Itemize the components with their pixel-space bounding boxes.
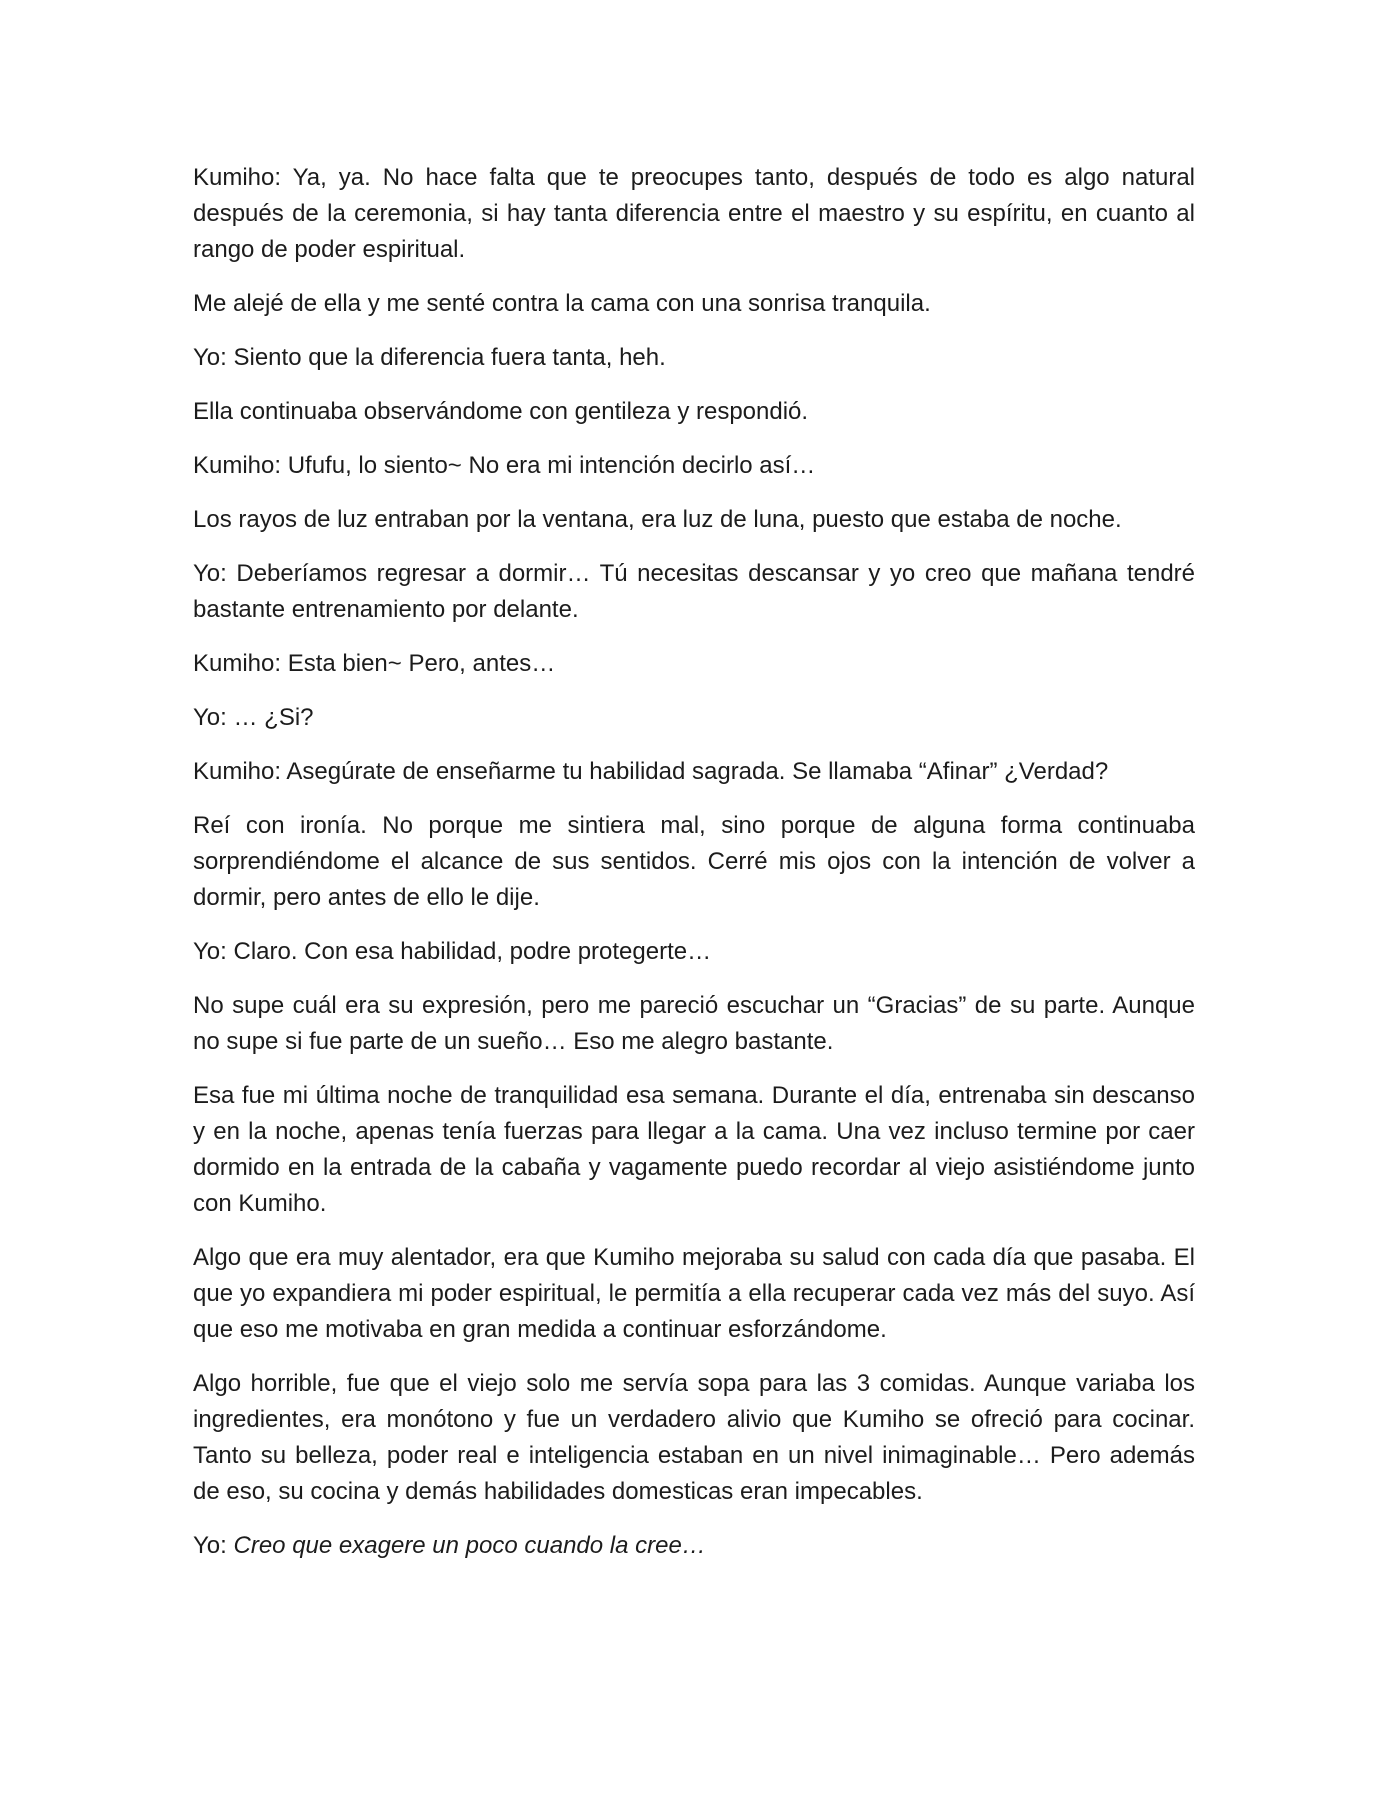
paragraph-5: Kumiho: Ufufu, lo siento~ No era mi intención decirlo así… (193, 452, 816, 479)
paragraph-1: Kumiho: Ya, ya. No hace falta que te preocupes tanto, después de todo es algo natural después de la ceremonia, si hay tanta diferencia entre el maestro y su espíritu, en cuanto al rango de poder espiritual. (193, 164, 1195, 263)
paragraph-9: Yo: … ¿Si? (193, 704, 314, 731)
speaker-label: Yo: (193, 1532, 234, 1559)
paragraph-6: Los rayos de luz entraban por la ventana, era luz de luna, puesto que estaba de noche. (193, 506, 1122, 533)
paragraph-11: Reí con ironía. No porque me sintiera mal, sino porque de alguna forma continuaba sorprendiéndome el alcance de sus sentidos. Cerré mis ojos con la intención de volver a dormir, pero antes de ello le dije. (193, 812, 1195, 911)
paragraph-8: Kumiho: Esta bien~ Pero, antes… (193, 650, 556, 677)
paragraph-14: Esa fue mi última noche de tranquilidad esa semana. Durante el día, entrenaba sin descanso y en la noche, apenas tenía fuerzas para llegar a la cama. Una vez incluso termine por caer dormido en la entrada de la cabaña y vagamente puedo recordar al viejo asistiéndome junto con Kumiho. (193, 1082, 1195, 1217)
paragraph-15: Algo que era muy alentador, era que Kumiho mejoraba su salud con cada día que pasaba. El que yo expandiera mi poder espiritual, le permitía a ella recuperar cada vez más del suyo. Así que eso me motivaba en gran medida a continuar esforzándome. (193, 1244, 1195, 1343)
paragraph-10: Kumiho: Asegúrate de enseñarme tu habilidad sagrada. Se llamaba “Afinar” ¿Verdad? (193, 758, 1109, 785)
paragraph-16: Algo horrible, fue que el viejo solo me servía sopa para las 3 comidas. Aunque variaba los ingredientes, era monótono y fue un verdadero alivio que Kumiho se ofreció para cocinar. Tanto su belleza, poder real e inteligencia estaban en un nivel inimaginable… Pero además de eso, su cocina y demás habilidades domesticas eran impecables. (193, 1370, 1195, 1505)
inner-thought: Creo que exagere un poco cuando la cree… (233, 1532, 706, 1559)
document-page (193, 160, 1195, 1582)
paragraph-2: Me alejé de ella y me senté contra la cama con una sonrisa tranquila. (193, 290, 931, 317)
paragraph-4: Ella continuaba observándome con gentileza y respondió. (193, 398, 809, 425)
paragraph-17 (193, 1528, 1195, 1564)
paragraph-13: No supe cuál era su expresión, pero me pareció escuchar un “Gracias” de su parte. Aunque no supe si fue parte de un sueño… Eso me alegro bastante. (193, 992, 1195, 1055)
paragraph-7: Yo: Deberíamos regresar a dormir… Tú necesitas descansar y yo creo que mañana tendré bastante entrenamiento por delante. (193, 560, 1195, 623)
paragraph-12: Yo: Claro. Con esa habilidad, podre protegerte… (193, 938, 712, 965)
paragraph-3: Yo: Siento que la diferencia fuera tanta, heh. (193, 344, 666, 371)
